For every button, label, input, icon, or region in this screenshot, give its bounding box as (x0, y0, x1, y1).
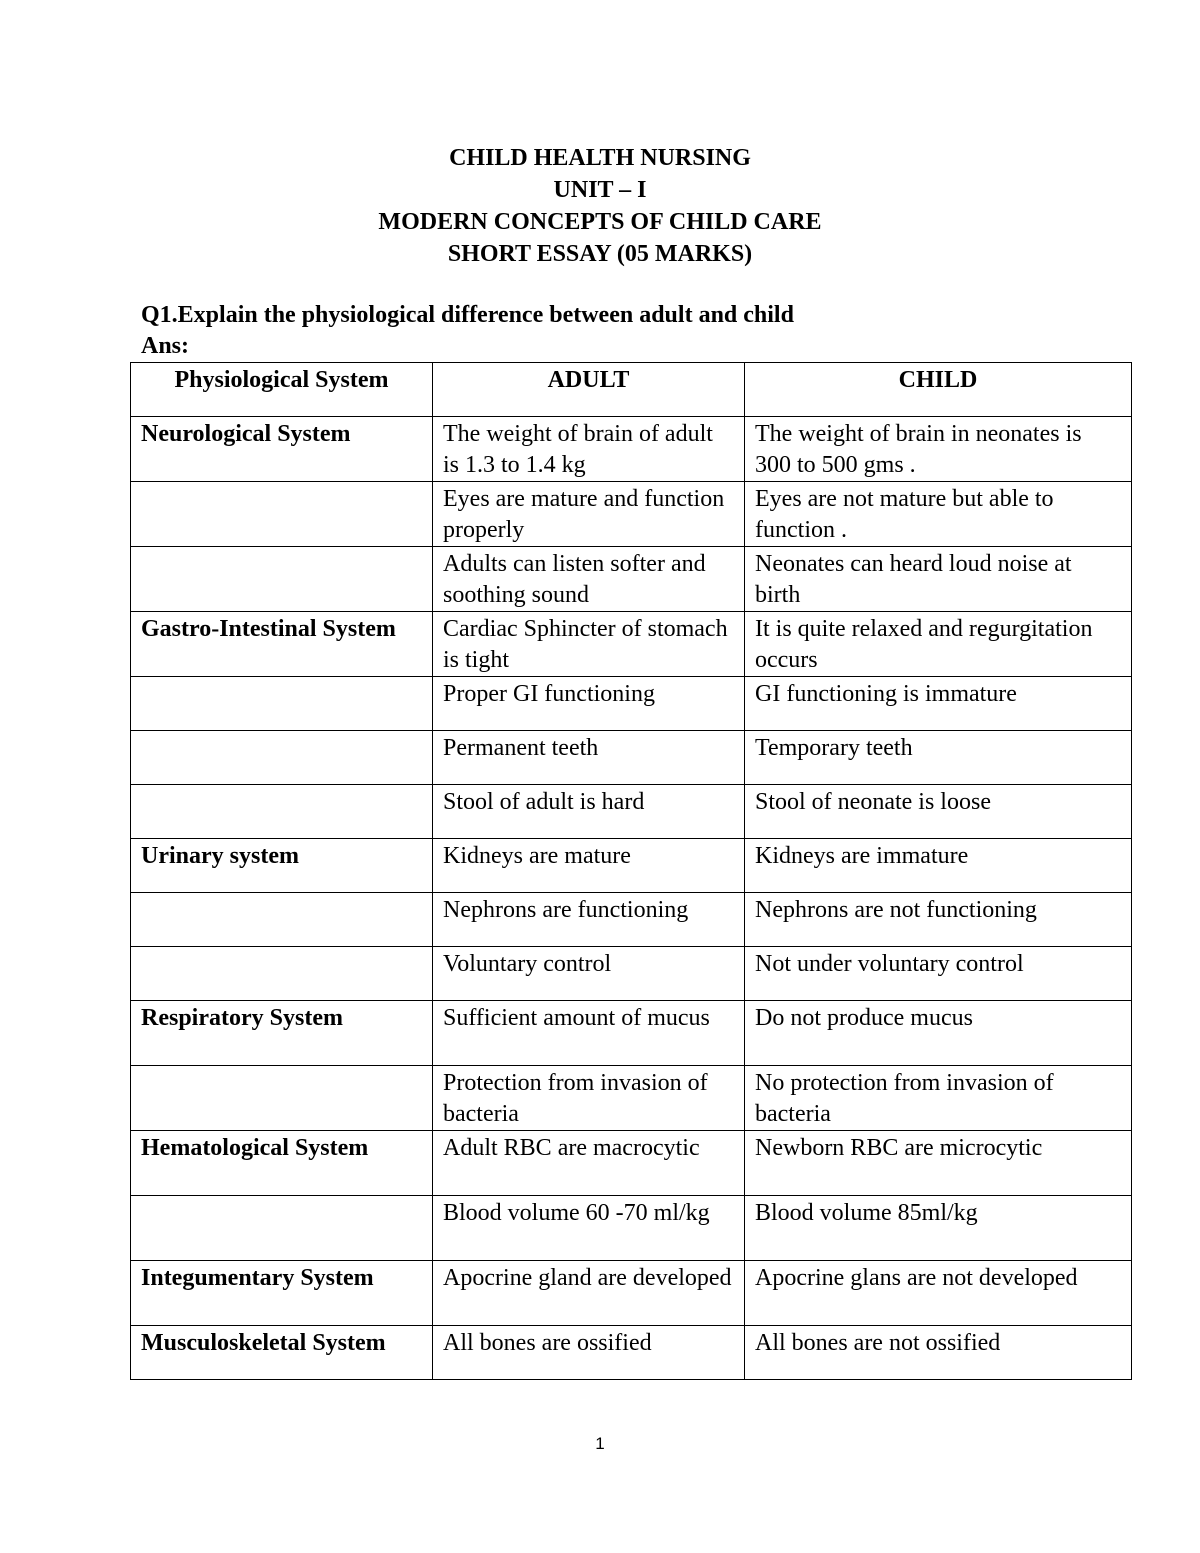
adult-cell: Permanent teeth (433, 731, 745, 785)
table-row (131, 839, 1132, 893)
adult-cell: Blood volume 60 -70 ml/kg (433, 1196, 745, 1261)
adult-cell: Cardiac Sphincter of stomach is tight (433, 612, 745, 677)
child-cell: No protection from invasion of bacteria (745, 1066, 1132, 1131)
child-cell: The weight of brain in neonates is 300 to 500 gms . (745, 417, 1132, 482)
system-cell (131, 677, 433, 731)
child-cell: Do not produce mucus (745, 1001, 1132, 1066)
table-row (131, 947, 1132, 1001)
chapter-title: MODERN CONCEPTS OF CHILD CARE (378, 209, 822, 235)
column-header-system: Physiological System (131, 363, 433, 417)
adult-cell: Kidneys are mature (433, 839, 745, 893)
comparison-table (130, 362, 1132, 1380)
system-cell: Gastro-Intestinal System (131, 612, 433, 677)
answer-label: Ans: (141, 333, 190, 359)
system-cell (131, 785, 433, 839)
question-text: Q1.Explain the physiological difference between adult and child (141, 302, 794, 328)
system-cell (131, 893, 433, 947)
child-cell: Not under voluntary control (745, 947, 1132, 1001)
adult-cell: All bones are ossified (433, 1326, 745, 1380)
system-cell: Hematological System (131, 1131, 433, 1196)
question-block (141, 300, 794, 362)
table-row (131, 677, 1132, 731)
table-header-row (131, 363, 1132, 417)
adult-cell: Adult RBC are macrocytic (433, 1131, 745, 1196)
table-row (131, 417, 1132, 482)
adult-cell: Apocrine gland are developed (433, 1261, 745, 1326)
table-row (131, 482, 1132, 547)
adult-cell: The weight of brain of adult is 1.3 to 1.4 kg (433, 417, 745, 482)
child-cell: Blood volume 85ml/kg (745, 1196, 1132, 1261)
table-row (131, 1326, 1132, 1380)
child-cell: Newborn RBC are microcytic (745, 1131, 1132, 1196)
child-cell: Stool of neonate is loose (745, 785, 1132, 839)
table-row (131, 1131, 1132, 1196)
section-title: SHORT ESSAY (05 MARKS) (447, 241, 753, 267)
column-header-child: CHILD (745, 363, 1132, 417)
system-cell (131, 482, 433, 547)
table-row (131, 547, 1132, 612)
table-row (131, 612, 1132, 677)
adult-cell: Nephrons are functioning (433, 893, 745, 947)
system-cell (131, 1066, 433, 1131)
adult-cell: Proper GI functioning (433, 677, 745, 731)
course-title: CHILD HEALTH NURSING (449, 145, 751, 171)
table-row (131, 1196, 1132, 1261)
system-cell (131, 1196, 433, 1261)
column-header-adult: ADULT (433, 363, 745, 417)
system-cell (131, 731, 433, 785)
adult-cell: Stool of adult is hard (433, 785, 745, 839)
system-cell: Musculoskeletal System (131, 1326, 433, 1380)
child-cell: All bones are not ossified (745, 1326, 1132, 1380)
system-cell (131, 547, 433, 612)
system-cell (131, 947, 433, 1001)
child-cell: Nephrons are not functioning (745, 893, 1132, 947)
table-row (131, 1261, 1132, 1326)
adult-cell: Eyes are mature and function properly (433, 482, 745, 547)
unit-title: UNIT – I (553, 177, 647, 203)
child-cell: It is quite relaxed and regurgitation occurs (745, 612, 1132, 677)
document-heading (0, 142, 1200, 270)
system-cell: Neurological System (131, 417, 433, 482)
system-cell: Respiratory System (131, 1001, 433, 1066)
page-number: 1 (595, 1434, 605, 1453)
adult-cell: Voluntary control (433, 947, 745, 1001)
child-cell: Eyes are not mature but able to function . (745, 482, 1132, 547)
child-cell: Neonates can heard loud noise at birth (745, 547, 1132, 612)
child-cell: Apocrine glans are not developed (745, 1261, 1132, 1326)
child-cell: Kidneys are immature (745, 839, 1132, 893)
table-row (131, 731, 1132, 785)
table-row (131, 893, 1132, 947)
table-row (131, 1066, 1132, 1131)
child-cell: Temporary teeth (745, 731, 1132, 785)
adult-cell: Protection from invasion of bacteria (433, 1066, 745, 1131)
system-cell: Urinary system (131, 839, 433, 893)
child-cell: GI functioning is immature (745, 677, 1132, 731)
adult-cell: Sufficient amount of mucus (433, 1001, 745, 1066)
system-cell: Integumentary System (131, 1261, 433, 1326)
table-row (131, 1001, 1132, 1066)
adult-cell: Adults can listen softer and soothing sound (433, 547, 745, 612)
table-row (131, 785, 1132, 839)
